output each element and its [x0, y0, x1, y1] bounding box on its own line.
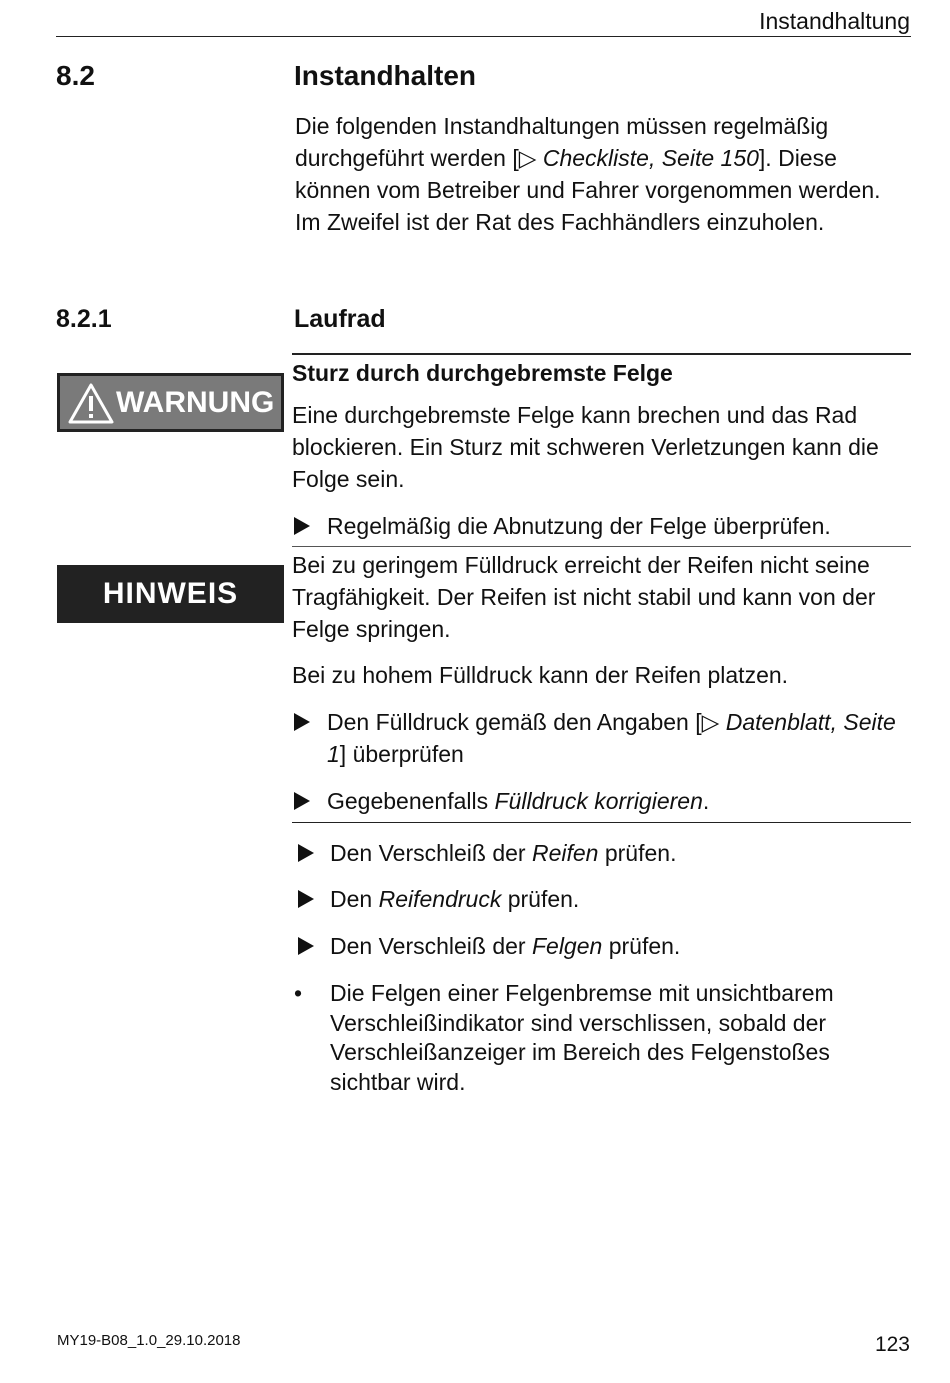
step-item: Den Reifendruck prüfen. [298, 883, 910, 915]
step-arrow-icon [298, 890, 314, 908]
step-item: Den Verschleiß der Felgen prüfen. [298, 930, 910, 962]
bullet-icon: • [294, 980, 303, 1006]
warning-text: Eine durchgebremste Felge kann brechen und das Rad blockieren. Ein Sturz mit schweren Verletzungen kann die Folge sein. [292, 402, 879, 492]
notice-label-box [57, 565, 284, 623]
subsection-number: 8.2.1 [56, 305, 112, 333]
step-arrow-icon [298, 937, 314, 955]
warning-step: Regelmäßig die Abnutzung der Felge überprüfen. [294, 510, 910, 542]
running-header: Instandhaltung [759, 8, 910, 34]
notice-text-1: Bei zu geringem Fülldruck erreicht der Reifen nicht seine Tragfähigkeit. Der Reifen ist nicht stabil und kann von der Felge springen. [292, 552, 876, 642]
subsection-title: Laufrad [294, 305, 386, 333]
cross-ref-link[interactable]: Datenblatt, Seite 1 [327, 709, 896, 767]
warning-heading: Sturz durch durchgebremste Felge [292, 360, 673, 386]
step-item: Den Verschleiß der Reifen prüfen. [298, 837, 910, 869]
footer-doc-id: MY19-B08_1.0_29.10.2018 [57, 1332, 241, 1349]
warning-triangle-icon [68, 382, 114, 424]
notice-step-2: Gegebenenfalls Fülldruck korrigieren. [294, 785, 910, 817]
header-rule [56, 36, 911, 37]
notice-top-rule [292, 546, 911, 547]
bullet-item: • Die Felgen einer Felgenbremse mit unsichtbarem Verschleißindikator sind verschlissen, sobald der Verschleißanzeiger im Bereich des Felgenstoßes sichtbar wird. [294, 979, 910, 1097]
section-number: 8.2 [56, 60, 95, 91]
cross-ref-arrow-icon: ▷ [701, 709, 720, 735]
notice-text-2: Bei zu hohem Fülldruck kann der Reifen platzen. [292, 662, 789, 688]
cross-ref-arrow-icon: ▷ [518, 145, 537, 171]
step-arrow-icon [294, 713, 310, 731]
notice-step-1: Den Fülldruck gemäß den Angaben [▷ Datenblatt, Seite 1] überprüfen [294, 706, 910, 770]
section-title: Instandhalten [294, 60, 477, 91]
section-intro: Die folgenden Instandhaltungen müssen regelmäßig durchgeführt werden [▷ Checkliste, Seite 150]. Diese können vom Betreiber und Fahrer vorgenommen werden. Im Zweifel ist der Rat des Fachhändlers einzuholen. [295, 113, 881, 235]
notice-label: HINWEIS [102, 577, 239, 610]
notice-bottom-rule [292, 822, 911, 823]
step-arrow-icon [298, 844, 314, 862]
step-arrow-icon [294, 792, 310, 810]
warning-label: WARNUNG [116, 385, 275, 419]
warning-label-box [57, 373, 284, 432]
cross-ref-link[interactable]: Checkliste, Seite 150 [542, 145, 759, 171]
step-arrow-icon [294, 517, 310, 535]
warning-top-rule [292, 353, 911, 355]
page-number: 123 [874, 1333, 910, 1356]
